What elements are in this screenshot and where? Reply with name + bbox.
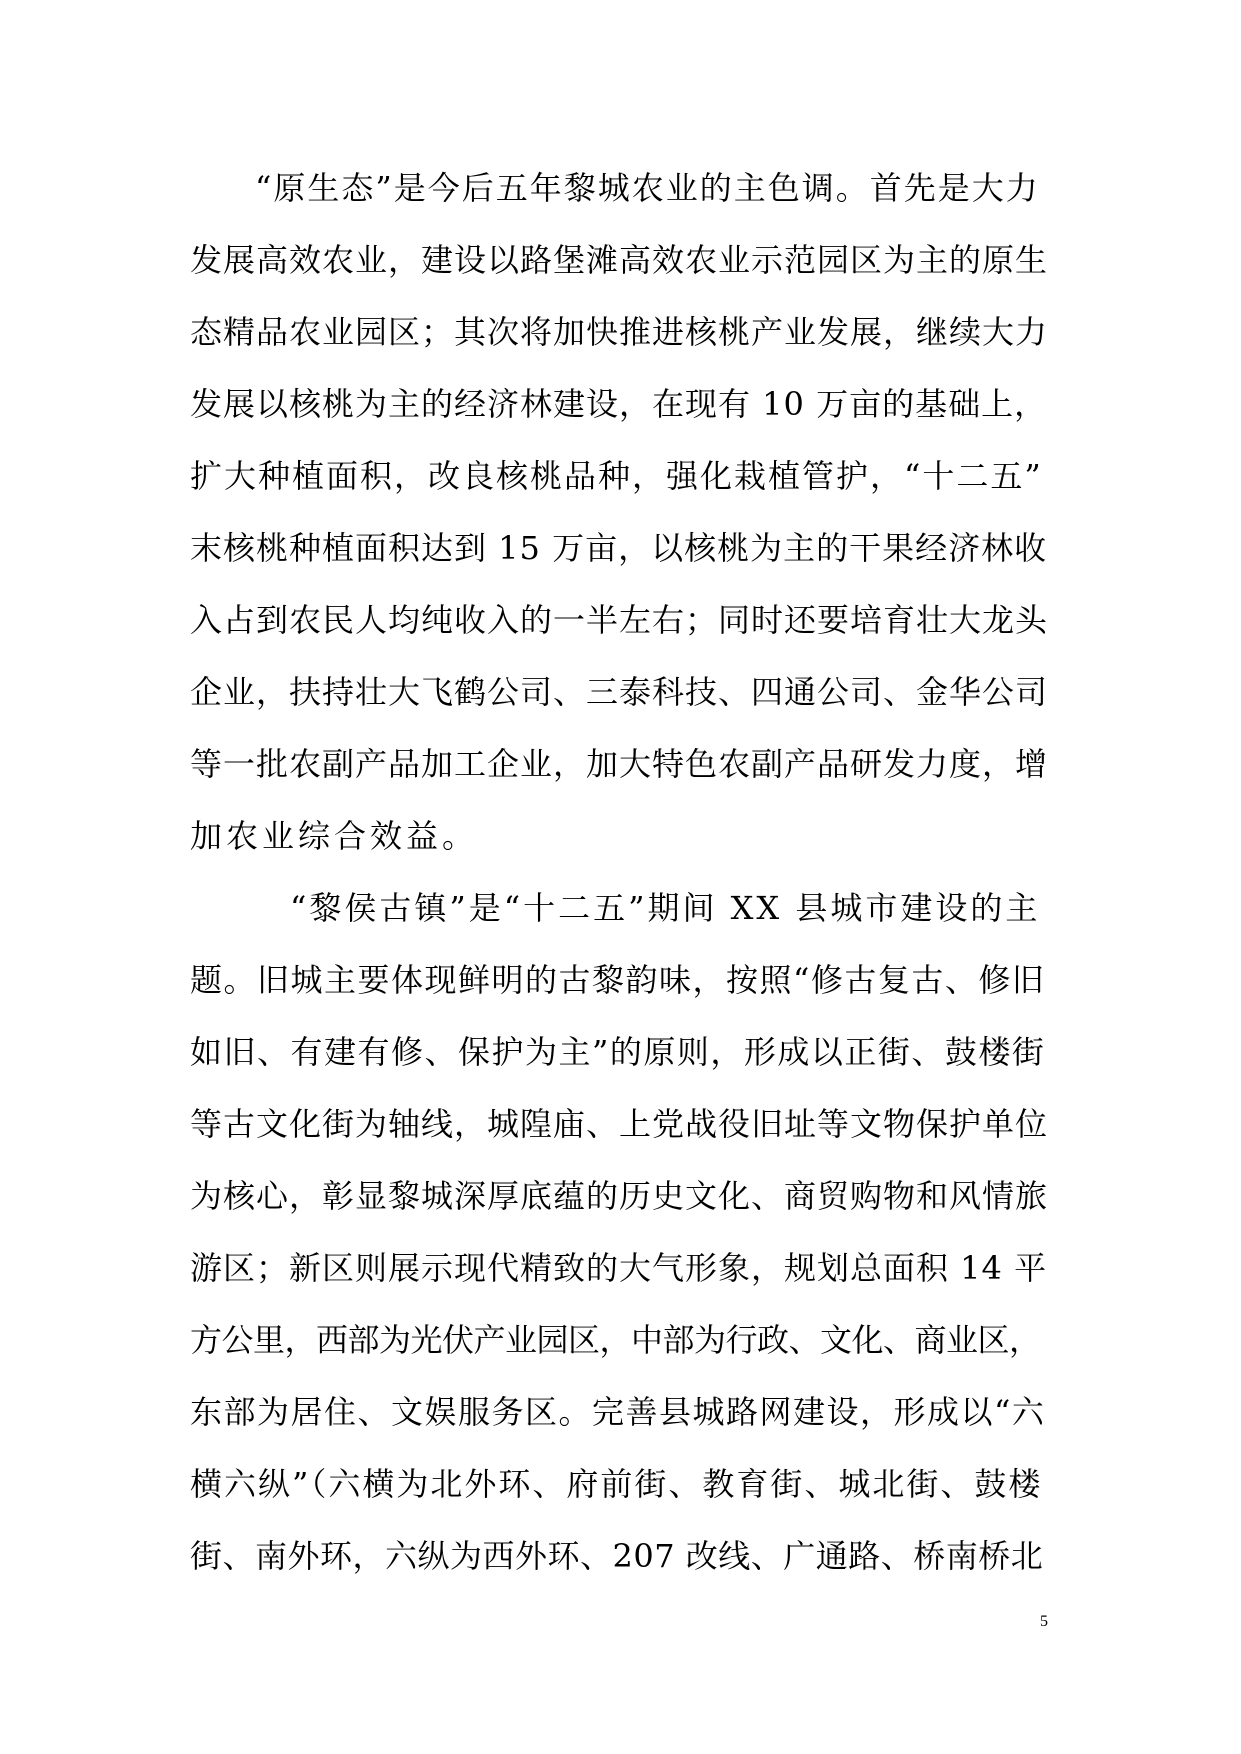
text-line-12: 题。旧城主要体现鲜明的古黎韵味，按照“修古复古、修旧 bbox=[190, 961, 1046, 999]
page-number: 5 bbox=[1040, 1613, 1048, 1630]
text-line-17: 方公里，西部为光伏产业园区，中部为行政、文化、商业区， bbox=[190, 1321, 1041, 1359]
text-line-7: 入占到农民人均纯收入的一半左右；同时还要培育壮大龙头 bbox=[190, 601, 1049, 639]
text-line-15: 为核心，彰显黎城深厚底蕴的历史文化、商贸购物和风情旅 bbox=[190, 1177, 1049, 1215]
text-line-10: 加农业综合效益。 bbox=[190, 817, 479, 855]
text-line-9: 等一批农副产品加工企业，加大特色农副产品研发力度，增 bbox=[190, 745, 1049, 783]
text-line-6: 末核桃种植面积达到 15 万亩，以核桃为主的干果经济林收 bbox=[190, 529, 1048, 567]
text-line-1: “原生态”是今后五年黎城农业的主色调。首先是大力 bbox=[255, 169, 1040, 207]
text-line-3: 态精品农业园区；其次将加快推进核桃产业发展，继续大力 bbox=[190, 313, 1049, 351]
text-line-19: 横六纵”（六横为北外环、府前街、教育街、城北街、鼓楼 bbox=[190, 1465, 1043, 1503]
text-line-14: 等古文化街为轴线，城隍庙、上党战役旧址等文物保护单位 bbox=[190, 1105, 1049, 1143]
text-line-5: 扩大种植面积，改良核桃品种，强化栽植管护，“十二五” bbox=[190, 457, 1043, 495]
text-line-2: 发展高效农业，建设以路堡滩高效农业示范园区为主的原生 bbox=[190, 241, 1049, 279]
text-line-11: “黎侯古镇”是“十二五”期间 XX 县城市建设的主 bbox=[290, 889, 1041, 927]
text-line-13: 如旧、有建有修、保护为主”的原则，形成以正街、鼓楼街 bbox=[190, 1033, 1046, 1071]
text-line-8: 企业，扶持壮大飞鹤公司、三泰科技、四通公司、金华公司 bbox=[190, 673, 1049, 711]
text-line-16: 游区；新区则展示现代精致的大气形象，规划总面积 14 平 bbox=[190, 1249, 1048, 1287]
text-line-18: 东部为居住、文娱服务区。完善县城路网建设，形成以“六 bbox=[190, 1393, 1046, 1431]
text-line-20: 街、南外环，六纵为西外环、207 改线、广通路、桥南桥北 bbox=[190, 1537, 1044, 1575]
text-line-4: 发展以核桃为主的经济林建设，在现有 10 万亩的基础上， bbox=[190, 385, 1048, 423]
